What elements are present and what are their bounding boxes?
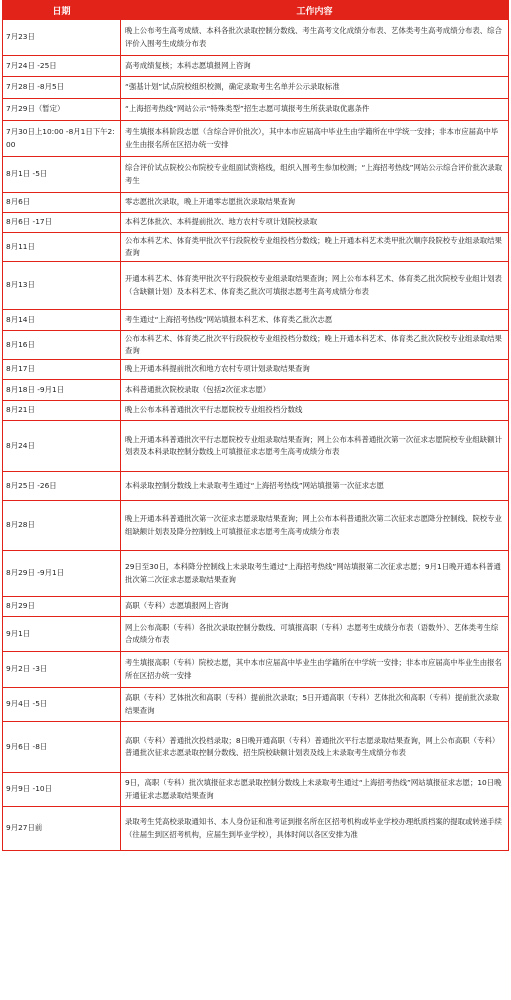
- table-row: [3, 233, 509, 262]
- schedule-table: [2, 0, 509, 851]
- row-content: 公布本科艺术、体育类乙批次平行段院校专业组投档分数线；晚上开通本科艺术、体育类乙批次院校专业组录取结果查询: [121, 331, 509, 360]
- table-row: [3, 688, 509, 722]
- row-content: 本科录取控制分数线上未录取考生通过“上海招考热线”网站填报第一次征求志愿: [121, 472, 509, 501]
- table-row: [3, 773, 509, 807]
- row-date: 8月24日: [3, 421, 121, 472]
- row-date: 7月28日 -8月5日: [3, 77, 121, 99]
- table-row: [3, 807, 509, 851]
- row-date: 8月28日: [3, 501, 121, 551]
- row-content: “强基计划”试点院校组织校测，确定录取考生名单并公示录取标准: [121, 77, 509, 99]
- row-content: 公布本科艺术、体育类甲批次平行段院校专业组投档分数线；晚上开通本科艺术类甲批次顺序段院校专业组录取结果查询: [121, 233, 509, 262]
- row-content: 晚上开通本科提前批次和地方农村专项计划录取结果查询: [121, 360, 509, 380]
- row-content: 高考成绩复核；本科志愿填报网上咨询: [121, 56, 509, 77]
- table-row: [3, 121, 509, 157]
- table-row: [3, 551, 509, 597]
- row-content: 开通本科艺术、体育类甲批次平行段院校专业组录取结果查询；网上公布本科艺术、体育类乙批次院校专业组计划表（含缺额计划）及本科艺术、体育类乙批次可填报志愿考生高考成绩分布表: [121, 262, 509, 310]
- row-date: 8月21日: [3, 401, 121, 421]
- table-row: [3, 20, 509, 56]
- row-content: 本科普通批次院校录取（包括2次征求志愿）: [121, 380, 509, 401]
- row-content: “上海招考热线”网站公示“特殊类型”招生志愿可填报考生所获录取优惠条件: [121, 99, 509, 121]
- row-content: 本科艺体批次、本科提前批次、地方农村专项计划院校录取: [121, 213, 509, 233]
- table-row: [3, 652, 509, 688]
- row-date: 8月29日 -9月1日: [3, 551, 121, 597]
- row-content: 高职（专科）志愿填报网上咨询: [121, 597, 509, 617]
- table-header-row: [3, 1, 509, 20]
- row-date: 9月9日 -10日: [3, 773, 121, 807]
- row-date: 9月6日 -8日: [3, 722, 121, 773]
- row-date: 8月18日 -9月1日: [3, 380, 121, 401]
- table-row: [3, 597, 509, 617]
- row-date: 8月25日 -26日: [3, 472, 121, 501]
- row-date: 8月6日: [3, 193, 121, 213]
- table-row: [3, 401, 509, 421]
- row-date: 8月1日 -5日: [3, 157, 121, 193]
- row-date: 9月4日 -5日: [3, 688, 121, 722]
- row-date: 9月27日前: [3, 807, 121, 851]
- row-content: 高职（专科）艺体批次和高职（专科）提前批次录取；5日开通高职（专科）艺体批次和高职（专科）提前批次录取结果查询: [121, 688, 509, 722]
- table-row: [3, 472, 509, 501]
- table-row: [3, 77, 509, 99]
- table-row: [3, 99, 509, 121]
- row-content: 高职（专科）普通批次投档录取；8日晚开通高职（专科）普通批次平行志愿录取结果查询，网上公布高职（专科）普通批次征求志愿录取控制分数线、招生院校缺额计划表及线上未录取考生成绩分布表: [121, 722, 509, 773]
- table-row: [3, 421, 509, 472]
- row-content: 29日至30日，本科降分控制线上未录取考生通过“上海招考热线”网站填报第二次征求志愿；9月1日晚开通本科普通批次第二次征求志愿录取结果查询: [121, 551, 509, 597]
- table-body: [3, 20, 509, 851]
- row-date: 8月17日: [3, 360, 121, 380]
- header-date: 日期: [3, 1, 121, 20]
- row-date: 9月1日: [3, 617, 121, 652]
- table-row: [3, 331, 509, 360]
- row-content: 综合评价试点院校公布院校专业组面试资格线，组织入围考生参加校测；“上海招考热线”网站公示综合评价批次录取考生: [121, 157, 509, 193]
- table-row: [3, 56, 509, 77]
- table-row: [3, 213, 509, 233]
- table-row: [3, 360, 509, 380]
- table-row: [3, 501, 509, 551]
- row-content: 考生通过“上海招考热线”网站填报本科艺术、体育类乙批次志愿: [121, 310, 509, 331]
- table-row: [3, 310, 509, 331]
- row-date: 8月11日: [3, 233, 121, 262]
- row-content: 考生填报高职（专科）院校志愿，其中本市应届高中毕业生由学籍所在中学统一安排；非本市应届高中毕业生由报名所在区招办统一安排: [121, 652, 509, 688]
- row-content: 考生填报本科阶段志愿（含综合评价批次），其中本市应届高中毕业生由学籍所在中学统一安排；非本市应届高中毕业生由报名所在区招办统一安排: [121, 121, 509, 157]
- header-content: 工作内容: [121, 1, 509, 20]
- row-date: 8月14日: [3, 310, 121, 331]
- row-date: 8月13日: [3, 262, 121, 310]
- row-date: 8月29日: [3, 597, 121, 617]
- row-date: 7月23日: [3, 20, 121, 56]
- row-content: 录取考生凭高校录取通知书、本人身份证和准考证到报名所在区招考机构或毕业学校办理纸质档案的提取或转递手续（往届生到区招考机构，应届生到毕业学校），具体时间以各区安排为准: [121, 807, 509, 851]
- row-content: 晚上开通本科普通批次第一次征求志愿录取结果查询；网上公布本科普通批次第二次征求志愿降分控制线、院校专业组缺额计划表及降分控制线上可填报征求志愿考生高考成绩分布表: [121, 501, 509, 551]
- table-row: [3, 193, 509, 213]
- row-content: 零志愿批次录取，晚上开通零志愿批次录取结果查询: [121, 193, 509, 213]
- row-date: 8月6日 -17日: [3, 213, 121, 233]
- row-date: 7月24日 -25日: [3, 56, 121, 77]
- table-row: [3, 262, 509, 310]
- table-row: [3, 617, 509, 652]
- row-date: 7月29日（暂定）: [3, 99, 121, 121]
- row-date: 9月2日 -3日: [3, 652, 121, 688]
- row-content: 9日，高职（专科）批次填报征求志愿录取控制分数线上未录取考生通过“上海招考热线”网站填报征求志愿；10日晚开通征求志愿录取结果查询: [121, 773, 509, 807]
- table-row: [3, 722, 509, 773]
- table-row: [3, 157, 509, 193]
- row-date: 8月16日: [3, 331, 121, 360]
- row-content: 网上公布高职（专科）各批次录取控制分数线、可填报高职（专科）志愿考生成绩分布表（语数外）、艺体类考生综合成绩分布表: [121, 617, 509, 652]
- row-content: 晚上开通本科普通批次平行志愿院校专业组录取结果查询；网上公布本科普通批次第一次征求志愿院校专业组缺额计划表及本科录取控制分数线上可填报征求志愿考生高考成绩分布表: [121, 421, 509, 472]
- row-date: 7月30日上10:00 -8月1日下午2:00: [3, 121, 121, 157]
- row-content: 晚上公布考生高考成绩、本科各批次录取控制分数线、考生高考文化成绩分布表、艺体类考生高考成绩分布表、综合评价入围考生成绩分布表: [121, 20, 509, 56]
- table-row: [3, 380, 509, 401]
- row-content: 晚上公布本科普通批次平行志愿院校专业组投档分数线: [121, 401, 509, 421]
